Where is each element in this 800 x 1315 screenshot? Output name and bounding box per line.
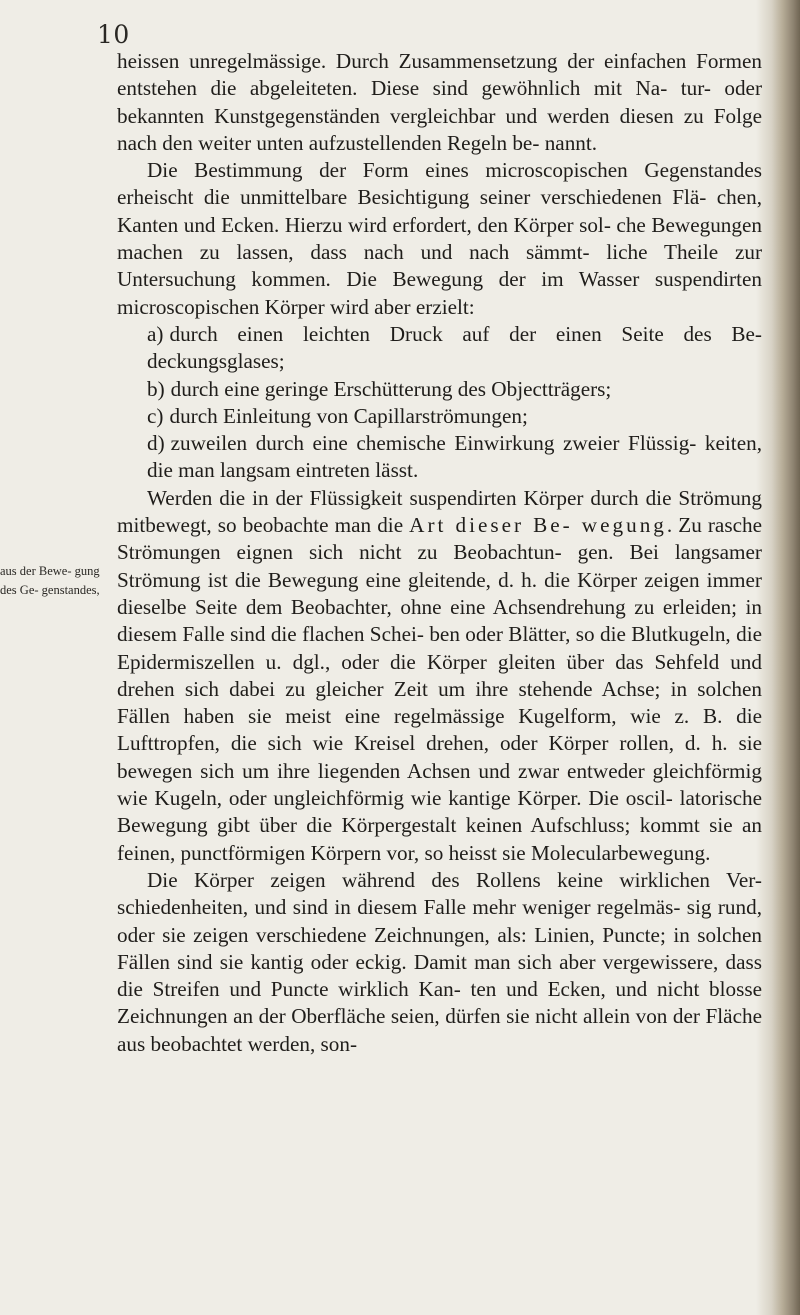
- list-item-text: durch eine geringe Erschütterung des Objectträgers;: [170, 376, 612, 401]
- list-item: [117, 321, 762, 376]
- list-item: [117, 403, 762, 430]
- paragraph-3-start: Werden die in der Flüssigkeit suspendirten Körper durch die Strömung mitbewegt, so beobachte man die: [117, 485, 762, 538]
- paragraph-4: Die Körper zeigen während des Rollens keine wirklichen Ver- schiedenheiten, und sind in diesem Falle mehr weniger regelmäs- sig rund, oder sie zeigen verschiedene Zeichnungen, als: Linien, Puncte; in solchen Fällen sind sie kantig oder eckig. Damit man sich aber vergewissere, dass die Streifen und Puncte wirklich Kan- ten und Ecken, und nicht blosse Zeichnungen an der Oberfläche seien, dürfen sie nicht allein von der Fläche aus beobachtet werden, son-: [117, 867, 762, 1056]
- paragraph-3: [117, 485, 762, 867]
- body-text: [117, 48, 762, 1058]
- list-item-text: durch Einleitung von Capillarströmungen;: [169, 403, 528, 428]
- list-item: [117, 430, 762, 485]
- page-number: 10: [97, 20, 130, 49]
- list-item-text: zuweilen durch eine chemische Einwirkung zweier Flüssig- keiten, die man langsam eintreten lässt.: [147, 431, 762, 483]
- margin-note: aus der Bewe- gung des Ge- genstandes,: [0, 564, 100, 597]
- paragraph-1: heissen unregelmässige. Durch Zusammensetzung der einfachen Formen entstehen die abgeleiteten. Diese sind gewöhnlich mit Na- tur- oder bekannten Kunstgegenständen vergleichbar und werden diesen zu Folge nach den weiter unten aufzustellenden Regeln be- nannt.: [117, 49, 762, 155]
- paragraph-3-rest: . Zu rasche Strömungen eignen sich nicht zu Beobachtun- gen. Bei langsamer Strömung ist die Bewegung eine gleitende, d. h. die Körper zeigen immer dieselbe Seite dem Beobachter, ohne eine Achsendrehung zu erleiden; in diesem Falle sind die flachen Schei- ben oder Blätter, so die Blutkugeln, die Epidermiszellen u. dgl., oder die Körper gleiten über das Sehfeld und drehen sich dabei zu gleicher Zeit um ihre stehende Achse; in solchen Fällen haben sie meist eine regelmässige Kugelform, wie z. B. die Lufttropfen, die sich wie Kreisel drehen, oder Körper rollen, d. h. sie bewegen sich um ihre liegenden Achsen und zwar entweder gleichförmig wie Kugeln, oder ungleichförmig wie kantige Körper. Die oscil- latorische Bewegung gibt über die Körpergestalt keinen Aufschluss; kommt sie an feinen, punctförmigen Körpern vor, so heisst sie Molecularbewegung.: [117, 513, 762, 865]
- emphasis-spaced: Art dieser Be- wegung: [409, 513, 667, 538]
- list-item-label: c): [147, 403, 164, 428]
- list-item-label: d): [147, 431, 165, 456]
- list-item-label: a): [147, 321, 164, 346]
- list-item-label: b): [147, 376, 165, 401]
- list-item-text: durch einen leichten Druck auf der einen Seite des Be- deckungsglases;: [147, 321, 762, 374]
- method-list: [117, 321, 762, 485]
- list-item: [117, 376, 762, 403]
- paragraph-2: Die Bestimmung der Form eines microscopischen Gegenstandes erheischt die unmittelbare Besichtigung seiner verschiedenen Flä- chen, Kanten und Ecken. Hierzu wird erfordert, den Körper sol- che Bewegungen machen zu lassen, dass nach und nach sämmt- liche Theile zur Untersuchung kommen. Die Bewegung der im Wasser suspendirten microscopischen Körper wird aber erzielt:: [117, 158, 762, 319]
- page-edge-shadow: [756, 0, 800, 1315]
